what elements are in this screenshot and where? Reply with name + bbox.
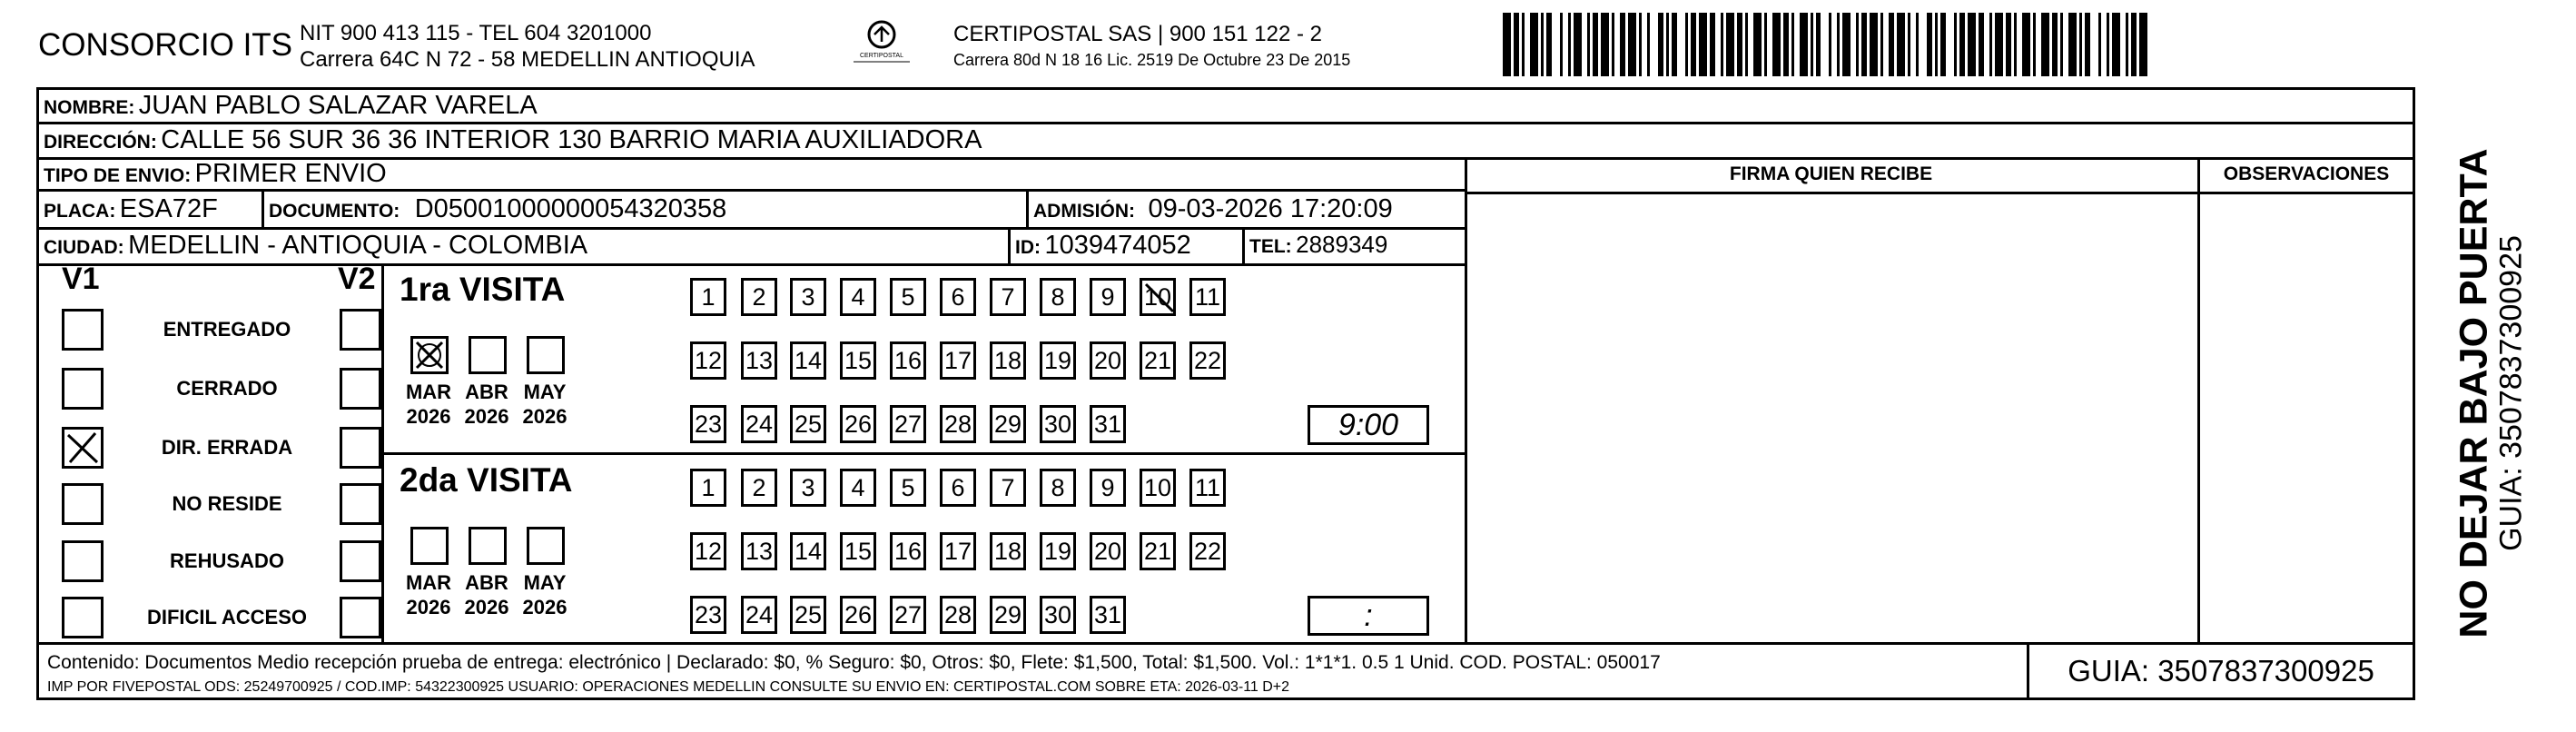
day-number: 22	[1193, 346, 1222, 374]
logo-icon	[850, 18, 913, 73]
day-number: 10	[1143, 282, 1172, 311]
v1-checkbox[interactable]	[62, 309, 104, 351]
day-number: 28	[943, 410, 972, 438]
status-label: NO RESIDE	[172, 492, 282, 515]
day-box[interactable]	[1140, 278, 1176, 316]
month-checkbox[interactable]	[469, 336, 507, 374]
day-number: 27	[893, 410, 923, 438]
id-label: ID:	[1015, 237, 1041, 258]
day-box[interactable]	[940, 469, 976, 507]
status-label: DIR. ERRADA	[161, 436, 293, 459]
day-number: 18	[993, 346, 1022, 374]
v1-checkbox[interactable]	[62, 427, 104, 469]
day-box[interactable]	[1090, 469, 1126, 507]
day-number: 15	[844, 537, 873, 565]
day-box[interactable]	[741, 405, 777, 443]
check-mark-icon	[64, 430, 101, 466]
direccion-label: DIRECCIÓN:	[44, 132, 157, 153]
day-number: 7	[1001, 473, 1015, 501]
day-number: 8	[1051, 282, 1065, 311]
tel-label: TEL:	[1249, 236, 1292, 257]
placa-row	[44, 194, 218, 224]
day-box[interactable]	[1090, 278, 1126, 316]
nombre-label: NOMBRE:	[44, 97, 135, 118]
day-number: 18	[993, 537, 1022, 565]
check-mark-icon	[413, 339, 446, 371]
day-box[interactable]	[840, 469, 876, 507]
day-box[interactable]	[890, 405, 926, 443]
day-number: 19	[1043, 346, 1072, 374]
day-number: 20	[1093, 537, 1122, 565]
day-number: 10	[1143, 473, 1172, 501]
v2-checkbox[interactable]	[340, 427, 381, 469]
day-box[interactable]	[690, 469, 726, 507]
day-box[interactable]	[1040, 341, 1076, 380]
day-box[interactable]	[840, 341, 876, 380]
day-number: 22	[1193, 537, 1222, 565]
carrier-line2: Carrera 80d N 18 16 Lic. 2519 De Octubre 23 De 2015	[953, 51, 1351, 69]
day-box[interactable]	[1140, 341, 1176, 380]
day-number: 8	[1051, 473, 1065, 501]
day-box[interactable]	[1040, 469, 1076, 507]
month-checkbox[interactable]	[410, 527, 449, 565]
direccion-value: CALLE 56 SUR 36 36 INTERIOR 130 BARRIO MARIA AUXILIADORA	[161, 125, 982, 154]
month-label	[516, 570, 574, 619]
day-box[interactable]	[1189, 278, 1226, 316]
day-box[interactable]	[1040, 405, 1076, 443]
month-name: MAY	[523, 571, 567, 594]
placa-value: ESA72F	[119, 194, 218, 223]
month-label	[400, 570, 458, 619]
day-number: 2	[752, 473, 766, 501]
month-label	[458, 570, 516, 619]
day-box[interactable]	[1090, 596, 1126, 634]
day-box[interactable]	[940, 278, 976, 316]
day-box[interactable]	[1189, 469, 1226, 507]
placa-label: PLACA:	[44, 201, 116, 222]
day-number: 15	[844, 346, 873, 374]
day-number: 23	[694, 410, 723, 438]
day-number: 26	[844, 600, 873, 628]
day-number: 21	[1143, 537, 1172, 565]
footer-guia: GUIA: 3507837300925	[2068, 654, 2374, 687]
day-number: 11	[1194, 282, 1221, 311]
observaciones-header: OBSERVACIONES	[2223, 163, 2390, 184]
footer-contenido: Contenido: Documentos Medio recepción prueba de entrega: electrónico | Declarado: $0, % Seguro: $0, Otros: $0, Flete: $1,500, Total: $1,500. Vol.: 1*1*1. 0.5 1 Unid. COD. POSTAL: 050017	[47, 652, 1661, 673]
day-box[interactable]	[890, 469, 926, 507]
day-number: 31	[1093, 600, 1122, 628]
day-number: 2	[752, 282, 766, 311]
day-box[interactable]	[1040, 532, 1076, 570]
month-checkbox[interactable]	[410, 336, 449, 374]
v1-checkbox[interactable]	[62, 597, 104, 638]
v2-checkbox[interactable]	[340, 368, 381, 410]
ciudad-label: CIUDAD:	[44, 237, 124, 258]
day-number: 19	[1043, 537, 1072, 565]
day-number: 23	[694, 600, 723, 628]
month-year: 2026	[464, 405, 509, 428]
month-year: 2026	[406, 596, 451, 618]
month-name: MAR	[405, 571, 452, 594]
month-checkbox[interactable]	[527, 527, 565, 565]
day-number: 24	[745, 410, 774, 438]
footer-imp: IMP POR FIVEPOSTAL ODS: 25249700925 / COD.IMP: 54322300925 USUARIO: OPERACIONES MEDELLIN CONSULTE SU ENVIO EN: CERTIPOSTAL.COM SOBRE ETA: 2026-03-11 D+2	[47, 679, 1290, 695]
day-number: 13	[745, 537, 774, 565]
day-box[interactable]	[990, 341, 1026, 380]
ciudad-value: MEDELLIN - ANTIOQUIA - COLOMBIA	[128, 231, 588, 260]
day-box[interactable]	[741, 341, 777, 380]
v2-checkbox[interactable]	[340, 540, 381, 582]
documento-row	[269, 194, 726, 224]
day-box[interactable]	[990, 596, 1026, 634]
tel-row	[1249, 231, 1387, 259]
v1-checkbox[interactable]	[62, 483, 104, 525]
day-box[interactable]	[990, 532, 1026, 570]
day-number: 4	[851, 282, 865, 311]
side-warning: NO DEJAR BAJO PUERTA	[2452, 148, 2496, 638]
day-box[interactable]	[690, 278, 726, 316]
month-year: 2026	[522, 405, 568, 428]
day-box[interactable]	[840, 532, 876, 570]
documento-label: DOCUMENTO:	[269, 201, 400, 222]
day-box[interactable]	[990, 278, 1026, 316]
admision-row	[1033, 194, 1393, 224]
direccion-row	[44, 125, 982, 155]
month-name: ABR	[465, 381, 508, 403]
day-box[interactable]	[1090, 532, 1126, 570]
day-number: 6	[951, 473, 965, 501]
month-label	[458, 380, 516, 429]
v2-label: V2	[338, 262, 376, 296]
v1-checkbox[interactable]	[62, 368, 104, 410]
tipo-value: PRIMER ENVIO	[194, 159, 387, 188]
day-number: 14	[794, 537, 823, 565]
day-number: 29	[993, 600, 1022, 628]
day-number: 14	[794, 346, 823, 374]
day-number: 9	[1100, 473, 1115, 501]
day-box[interactable]	[790, 278, 826, 316]
day-number: 12	[694, 537, 723, 565]
month-label	[400, 380, 458, 429]
admision-value: 09-03-2026 17:20:09	[1148, 194, 1393, 223]
v1-label: V1	[62, 262, 100, 296]
day-box[interactable]	[790, 405, 826, 443]
day-number: 26	[844, 410, 873, 438]
month-name: ABR	[465, 571, 508, 594]
visit-title: 1ra VISITA	[400, 271, 566, 308]
day-box[interactable]	[940, 532, 976, 570]
day-box[interactable]	[1040, 278, 1076, 316]
admision-label: ADMISIÓN:	[1033, 201, 1135, 222]
day-box[interactable]	[1040, 596, 1076, 634]
day-number: 25	[794, 600, 823, 628]
day-box[interactable]	[1090, 341, 1126, 380]
day-box[interactable]	[1189, 532, 1226, 570]
visit-title: 2da VISITA	[400, 461, 573, 499]
day-number: 11	[1194, 473, 1221, 501]
day-box[interactable]	[890, 596, 926, 634]
day-number: 3	[801, 282, 815, 311]
id-row	[1015, 231, 1191, 261]
day-box[interactable]	[741, 596, 777, 634]
day-number: 9	[1100, 282, 1115, 311]
day-number: 31	[1093, 410, 1122, 438]
v2-checkbox[interactable]	[340, 309, 381, 351]
month-year: 2026	[522, 596, 568, 618]
day-box[interactable]	[690, 405, 726, 443]
status-label: REHUSADO	[170, 549, 284, 572]
status-label: DIFICIL ACCESO	[146, 606, 307, 628]
day-check-icon	[1142, 281, 1177, 315]
month-year: 2026	[406, 405, 451, 428]
day-box[interactable]	[890, 278, 926, 316]
day-number: 1	[701, 282, 716, 311]
v1-checkbox[interactable]	[62, 540, 104, 582]
day-box[interactable]	[690, 341, 726, 380]
tipo-label: TIPO DE ENVIO:	[44, 165, 192, 186]
month-checkbox[interactable]	[469, 527, 507, 565]
time-value: :	[1364, 598, 1373, 633]
day-number: 20	[1093, 346, 1122, 374]
month-label	[516, 380, 574, 429]
day-number: 28	[943, 600, 972, 628]
day-number: 12	[694, 346, 723, 374]
time-box[interactable]	[1308, 405, 1429, 445]
day-box[interactable]	[890, 341, 926, 380]
day-number: 30	[1043, 410, 1072, 438]
day-number: 25	[794, 410, 823, 438]
day-box[interactable]	[1189, 341, 1226, 380]
side-guia: GUIA: 3507837300925	[2493, 235, 2529, 551]
day-number: 16	[893, 346, 923, 374]
time-box[interactable]	[1308, 596, 1429, 636]
day-box[interactable]	[790, 596, 826, 634]
day-box[interactable]	[741, 469, 777, 507]
tel-value: 2889349	[1296, 231, 1388, 258]
company-line1: NIT 900 413 115 - TEL 604 3201000	[300, 21, 652, 45]
day-number: 30	[1043, 600, 1072, 628]
day-number: 5	[901, 282, 915, 311]
day-number: 13	[745, 346, 774, 374]
tipo-row	[44, 159, 387, 189]
nombre-value: JUAN PABLO SALAZAR VARELA	[138, 91, 538, 120]
day-box[interactable]	[690, 596, 726, 634]
day-number: 3	[801, 473, 815, 501]
day-box[interactable]	[741, 532, 777, 570]
day-number: 5	[901, 473, 915, 501]
day-box[interactable]	[940, 405, 976, 443]
logo-text: CERTIPOSTAL	[860, 53, 903, 59]
month-checkbox[interactable]	[527, 336, 565, 374]
day-box[interactable]	[840, 278, 876, 316]
day-box[interactable]	[940, 596, 976, 634]
documento-value: D05001000000054320358	[414, 194, 727, 223]
id-value: 1039474052	[1044, 231, 1191, 260]
v2-checkbox[interactable]	[340, 483, 381, 525]
day-number: 29	[993, 410, 1022, 438]
month-name: MAR	[405, 381, 452, 403]
barcode	[1503, 13, 2147, 76]
time-value: 9:00	[1337, 407, 1399, 442]
status-label: ENTREGADO	[163, 318, 291, 341]
day-box[interactable]	[741, 278, 777, 316]
nombre-row	[44, 91, 538, 121]
day-number: 4	[851, 473, 865, 501]
day-number: 1	[701, 473, 716, 501]
day-number: 21	[1143, 346, 1172, 374]
day-box[interactable]	[840, 405, 876, 443]
day-box[interactable]	[890, 532, 926, 570]
day-number: 16	[893, 537, 923, 565]
day-number: 7	[1001, 282, 1015, 311]
day-box[interactable]	[690, 532, 726, 570]
day-box[interactable]	[990, 469, 1026, 507]
status-label: CERRADO	[176, 377, 278, 400]
v2-checkbox[interactable]	[340, 597, 381, 638]
day-box[interactable]	[790, 532, 826, 570]
day-number: 17	[943, 537, 972, 565]
month-name: MAY	[523, 381, 567, 403]
company-line2: Carrera 64C N 72 - 58 MEDELLIN ANTIOQUIA	[300, 47, 755, 72]
certipostal-logo	[850, 18, 913, 73]
day-number: 24	[745, 600, 774, 628]
day-number: 17	[943, 346, 972, 374]
day-box[interactable]	[1090, 405, 1126, 443]
day-box[interactable]	[790, 341, 826, 380]
day-box[interactable]	[940, 341, 976, 380]
day-box[interactable]	[1140, 469, 1176, 507]
carrier-line1: CERTIPOSTAL SAS | 900 151 122 - 2	[953, 22, 1322, 46]
day-box[interactable]	[840, 596, 876, 634]
company-name: CONSORCIO ITS	[38, 27, 293, 63]
month-year: 2026	[464, 596, 509, 618]
day-box[interactable]	[990, 405, 1026, 443]
ciudad-row	[44, 231, 587, 261]
day-number: 6	[951, 282, 965, 311]
day-box[interactable]	[1140, 532, 1176, 570]
day-number: 27	[893, 600, 923, 628]
day-box[interactable]	[790, 469, 826, 507]
firma-header: FIRMA QUIEN RECIBE	[1729, 163, 1933, 184]
